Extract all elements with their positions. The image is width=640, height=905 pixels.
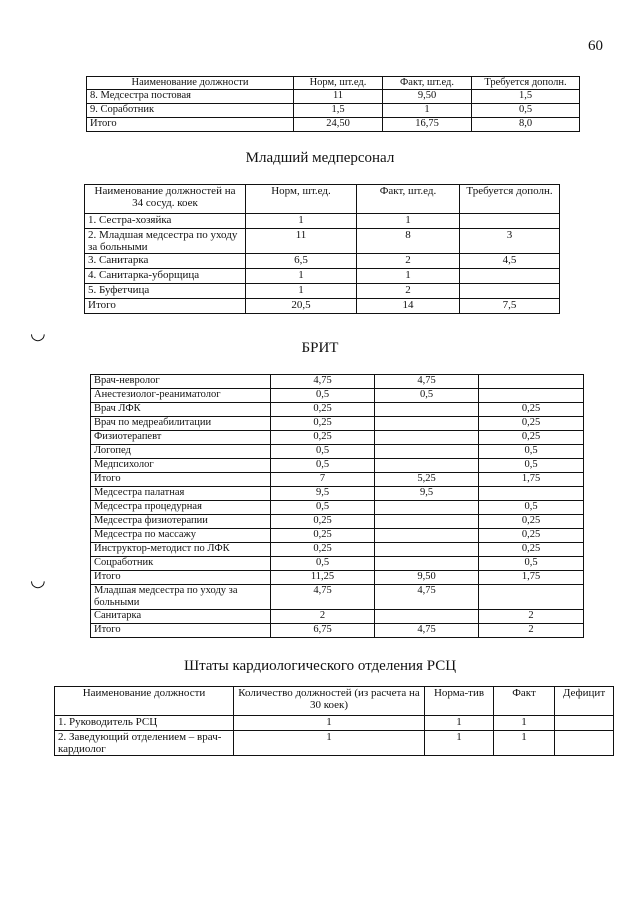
position-name-cell: Итого: [91, 571, 271, 585]
table-row: [91, 487, 584, 501]
column-header: Дефицит: [555, 687, 614, 716]
column-header: Факт: [494, 687, 555, 716]
value-cell: 1,75: [479, 473, 584, 487]
table-row: [91, 417, 584, 431]
margin-mark: ◡: [30, 323, 46, 343]
value-cell: 0,25: [271, 529, 375, 543]
value-cell: [479, 487, 584, 501]
table-row: [91, 375, 584, 389]
value-cell: 0,25: [479, 403, 584, 417]
value-cell: 7: [271, 473, 375, 487]
position-name-cell: 8. Медсестра постовая: [87, 90, 294, 104]
position-name-cell: Медпсихолог: [91, 459, 271, 473]
value-cell: 0,5: [271, 557, 375, 571]
section-title-cardiology-staff: Штаты кардиологического отделения РСЦ: [183, 658, 457, 674]
value-cell: [555, 716, 614, 731]
value-cell: [375, 445, 479, 459]
value-cell: 6,5: [246, 254, 357, 269]
value-cell: [479, 389, 584, 403]
column-header: Требуется дополн.: [472, 77, 580, 90]
table-row: [91, 610, 584, 624]
position-name-cell: Логопед: [91, 445, 271, 459]
column-header: Наименование должности: [87, 77, 294, 90]
page-number: 60: [588, 38, 603, 54]
value-cell: 14: [357, 299, 460, 314]
value-cell: [460, 214, 560, 229]
value-cell: [375, 610, 479, 624]
column-header: Норм, шт.ед.: [246, 185, 357, 214]
table-row: [91, 445, 584, 459]
value-cell: 9,50: [375, 571, 479, 585]
position-name-cell: 5. Буфетчица: [85, 284, 246, 299]
position-name-cell: Младшая медсестра по уходу за больными: [91, 585, 271, 610]
position-name-cell: Медсестра по массажу: [91, 529, 271, 543]
value-cell: [375, 557, 479, 571]
value-cell: 4,75: [375, 375, 479, 389]
value-cell: 4,75: [271, 585, 375, 610]
position-name-cell: 2. Младшая медсестра по уходу за больными: [85, 229, 246, 254]
staff-table-continued: [86, 76, 580, 132]
value-cell: 1: [357, 214, 460, 229]
column-header: Факт, шт.ед.: [383, 77, 472, 90]
value-cell: 0,5: [271, 501, 375, 515]
value-cell: 24,50: [294, 118, 383, 132]
position-name-cell: Врач по медреабилитации: [91, 417, 271, 431]
value-cell: 20,5: [246, 299, 357, 314]
table-row: [87, 118, 580, 132]
value-cell: 2: [357, 284, 460, 299]
margin-mark: ◡: [30, 570, 46, 590]
position-name-cell: 1. Сестра-хозяйка: [85, 214, 246, 229]
column-header: Норма-тив: [425, 687, 494, 716]
value-cell: 1,5: [294, 104, 383, 118]
value-cell: 2: [479, 610, 584, 624]
value-cell: 1: [357, 269, 460, 284]
value-cell: 2: [479, 624, 584, 638]
value-cell: 4,5: [460, 254, 560, 269]
value-cell: 4,75: [271, 375, 375, 389]
value-cell: 2: [357, 254, 460, 269]
value-cell: 11: [246, 229, 357, 254]
value-cell: 1: [246, 214, 357, 229]
value-cell: 0,25: [271, 515, 375, 529]
table-row: [91, 624, 584, 638]
value-cell: [375, 501, 479, 515]
table-body: [87, 90, 580, 132]
column-header: Наименование должностей на 34 сосуд. коек: [85, 185, 246, 214]
value-cell: 0,5: [479, 459, 584, 473]
value-cell: 0,5: [271, 459, 375, 473]
value-cell: 7,5: [460, 299, 560, 314]
value-cell: 0,5: [375, 389, 479, 403]
table-row: [91, 389, 584, 403]
table-row: [91, 543, 584, 557]
position-name-cell: Итого: [85, 299, 246, 314]
brit-table: [90, 374, 584, 638]
junior-staff-table: [84, 184, 560, 314]
value-cell: 0,25: [479, 529, 584, 543]
table-row: [91, 557, 584, 571]
value-cell: 1: [494, 716, 555, 731]
position-name-cell: Итого: [91, 624, 271, 638]
position-name-cell: 3. Санитарка: [85, 254, 246, 269]
position-name-cell: Врач ЛФК: [91, 403, 271, 417]
value-cell: 0,5: [479, 445, 584, 459]
position-name-cell: Итого: [87, 118, 294, 132]
position-name-cell: 1. Руководитель РСЦ: [55, 716, 234, 731]
table-row: [91, 431, 584, 445]
value-cell: 0,25: [271, 543, 375, 557]
value-cell: 0,25: [479, 431, 584, 445]
value-cell: 9,50: [383, 90, 472, 104]
position-name-cell: Санитарка: [91, 610, 271, 624]
table-row: [87, 90, 580, 104]
table-header-row: [55, 687, 614, 716]
table-row: [91, 515, 584, 529]
value-cell: 4,75: [375, 624, 479, 638]
value-cell: 4,75: [375, 585, 479, 610]
value-cell: [479, 585, 584, 610]
value-cell: 1: [383, 104, 472, 118]
table-row: [85, 254, 560, 269]
value-cell: [375, 431, 479, 445]
value-cell: 0,5: [479, 501, 584, 515]
table-row: [85, 269, 560, 284]
section-title-junior-staff: Младший медперсонал: [245, 150, 395, 166]
table-body: [55, 716, 614, 756]
table-row: [91, 501, 584, 515]
value-cell: 8: [357, 229, 460, 254]
column-header: Норм, шт.ед.: [294, 77, 383, 90]
table-row: [85, 299, 560, 314]
value-cell: 1: [234, 716, 425, 731]
value-cell: 0,25: [271, 431, 375, 445]
table-body: [85, 214, 560, 314]
value-cell: 1,5: [472, 90, 580, 104]
position-name-cell: Медсестра палатная: [91, 487, 271, 501]
value-cell: [375, 515, 479, 529]
table-row: [91, 585, 584, 610]
table-row: [85, 284, 560, 299]
value-cell: [555, 731, 614, 756]
value-cell: 11: [294, 90, 383, 104]
value-cell: [460, 284, 560, 299]
position-name-cell: Физиотерапевт: [91, 431, 271, 445]
value-cell: 3: [460, 229, 560, 254]
position-name-cell: Итого: [91, 473, 271, 487]
value-cell: 0,25: [479, 543, 584, 557]
table-row: [55, 731, 614, 756]
value-cell: 6,75: [271, 624, 375, 638]
value-cell: 0,25: [271, 403, 375, 417]
value-cell: 0,25: [479, 417, 584, 431]
position-name-cell: Анестезиолог-реаниматолог: [91, 389, 271, 403]
value-cell: [375, 529, 479, 543]
value-cell: 1: [425, 731, 494, 756]
value-cell: 1: [234, 731, 425, 756]
section-title-brit: БРИТ: [301, 340, 339, 356]
value-cell: 1: [425, 716, 494, 731]
table-row: [91, 459, 584, 473]
table-body: [91, 375, 584, 638]
value-cell: 0,5: [271, 389, 375, 403]
position-name-cell: Медсестра процедурная: [91, 501, 271, 515]
value-cell: [375, 417, 479, 431]
table-row: [91, 529, 584, 543]
table-row: [91, 473, 584, 487]
value-cell: [479, 375, 584, 389]
table-header-row: [87, 77, 580, 90]
value-cell: [375, 403, 479, 417]
table-row: [87, 104, 580, 118]
value-cell: 0,5: [472, 104, 580, 118]
table-header-row: [85, 185, 560, 214]
column-header: Количество должностей (из расчета на 30 коек): [234, 687, 425, 716]
value-cell: 1: [494, 731, 555, 756]
value-cell: 1,75: [479, 571, 584, 585]
column-header: Факт, шт.ед.: [357, 185, 460, 214]
position-name-cell: Врач-невролог: [91, 375, 271, 389]
table-row: [85, 214, 560, 229]
position-name-cell: 2. Заведующий отделением – врач-кардиолог: [55, 731, 234, 756]
column-header: Требуется дополн.: [460, 185, 560, 214]
value-cell: 9,5: [271, 487, 375, 501]
column-header: Наименование должности: [55, 687, 234, 716]
table-row: [85, 229, 560, 254]
position-name-cell: Медсестра физиотерапии: [91, 515, 271, 529]
position-name-cell: Инструктор-методист по ЛФК: [91, 543, 271, 557]
value-cell: 0,25: [271, 417, 375, 431]
value-cell: 8,0: [472, 118, 580, 132]
value-cell: 0,5: [479, 557, 584, 571]
value-cell: 2: [271, 610, 375, 624]
position-name-cell: Соцработник: [91, 557, 271, 571]
value-cell: 0,25: [479, 515, 584, 529]
value-cell: [460, 269, 560, 284]
value-cell: 1: [246, 284, 357, 299]
position-name-cell: 4. Санитарка-уборщица: [85, 269, 246, 284]
value-cell: 9,5: [375, 487, 479, 501]
table-row: [91, 571, 584, 585]
table-row: [55, 716, 614, 731]
value-cell: [375, 543, 479, 557]
value-cell: [375, 459, 479, 473]
table-row: [91, 403, 584, 417]
value-cell: 11,25: [271, 571, 375, 585]
position-name-cell: 9. Соработник: [87, 104, 294, 118]
value-cell: 16,75: [383, 118, 472, 132]
value-cell: 5,25: [375, 473, 479, 487]
value-cell: 1: [246, 269, 357, 284]
cardiology-staff-table: [54, 686, 614, 756]
value-cell: 0,5: [271, 445, 375, 459]
